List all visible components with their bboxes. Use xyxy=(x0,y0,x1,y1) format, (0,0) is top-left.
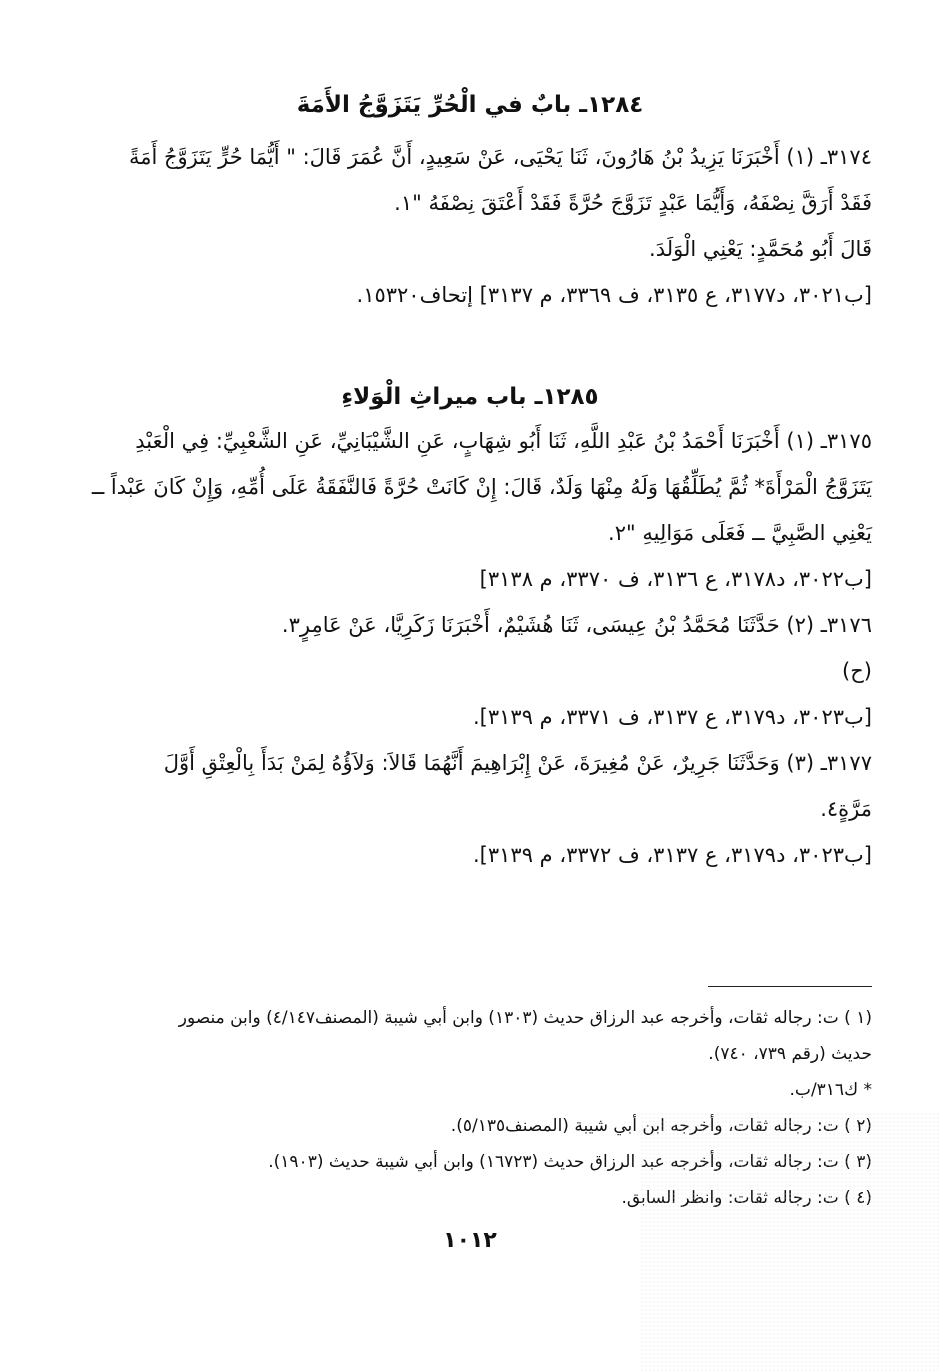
hadith-3174 xyxy=(66,134,872,318)
hadith-3176-line-1: ٣١٧٦ـ (٢) حَدَّثَنَا مُحَمَّدُ بْنُ عِيسَى، ثَنَا هُشَيْمٌ، أَخْبَرَنَا زَكَرِيَّا، عَنْ عَامِرٍ٣. xyxy=(281,613,872,637)
hadith-3175 xyxy=(66,418,872,878)
hadith-3177-line-2: مَرَّةٍ٤. xyxy=(820,797,872,821)
page-number: ١٠١٢ xyxy=(443,1228,497,1253)
footnote-4: (٤ ) ت: رجاله ثقات: وانظر السابق. xyxy=(621,1188,872,1208)
footnote-1-line-1: (١ ) ت: رجاله ثقات، وأخرجه عبد الرزاق حديث (١٣٠٣) وابن أبي شيبة (المصنف٤/١٤٧) وابن منصور xyxy=(178,1008,872,1028)
footnote-2: (٢ ) ت: رجاله ثقات، وأخرجه ابن أبي شيبة (المصنف٥/١٣٥). xyxy=(450,1116,872,1136)
cross-references-3174: [ب٣٠٢١، د٣١٧٧، ع ٣١٣٥، ف ٣٣٦٩، م ٣١٣٧] إتحاف١٥٣٢٠. xyxy=(356,283,872,307)
cross-references-3175: [ب٣٠٢٢، د٣١٧٨، ع ٣١٣٦، ف ٣٣٧٠، م ٣١٣٨] xyxy=(479,567,872,591)
hadith-3174-line-2: فَقَدْ أَرَقَّ نِصْفَهُ، وَأَيُّمَا عَبْدٍ تَزَوَّجَ حُرَّةً فَقَدْ أَعْتَقَ نِصْفَهُ "١. xyxy=(394,191,872,215)
footnote-star: * ك٣١٦/ب. xyxy=(789,1080,872,1100)
chapter-heading-1284: ١٢٨٤ـ بابٌ في الْحُرِّ يَتَزَوَّجُ الأَمَةَ xyxy=(296,92,644,118)
hadith-3175-line-2: يَتَزَوَّجُ الْمَرْأَةَ* ثُمَّ يُطَلِّقُهَا وَلَهُ مِنْهَا وَلَدٌ، قَالَ: إِنْ كَانَتْ حُرَّةً فَالنَّفَقَةُ عَلَى أُمِّهِ، وَإِنْ كَانَ عَبْداً ــ xyxy=(91,475,872,499)
editor-comment: قَالَ أَبُو مُحَمَّدٍ: يَعْنِي الْوَلَدَ. xyxy=(649,237,872,261)
footnotes xyxy=(66,1000,872,1216)
cross-references-3176: [ب٣٠٢٣، د٣١٧٩، ع ٣١٣٧، ف ٣٣٧١، م ٣١٣٩]. xyxy=(473,705,872,729)
hadith-3174-line-1: ٣١٧٤ـ (١) أَخْبَرَنَا يَزِيدُ بْنُ هَارُونَ، ثَنَا يَحْيَى، عَنْ سَعِيدٍ، أَنَّ عُمَرَ قَالَ: " أَيُّمَا حُرٍّ يَتَزَوَّجُ أَمَةً xyxy=(128,145,872,169)
hadith-3176-line-2: (ح) xyxy=(842,659,872,683)
footnote-1-line-2: حديث (رقم ٧٣٩، ٧٤٠). xyxy=(708,1044,872,1064)
footnote-3: (٣ ) ت: رجاله ثقات، وأخرجه عبد الرزاق حديث (١٦٧٢٣) وابن أبي شيبة حديث (١٩٠٣). xyxy=(268,1152,872,1172)
hadith-3177-line-1: ٣١٧٧ـ (٣) وَحَدَّثَنَا جَرِيرٌ، عَنْ مُغِيرَةَ، عَنْ إِبْرَاهِيمَ أَنَّهُمَا قَالاَ: وَلاَؤُهُ لِمَنْ بَدَأَ بِالْعِتْقِ أَوَّلَ xyxy=(163,751,872,775)
hadith-3175-line-3: يَعْنِي الصَّبِيَّ ــ فَعَلَى مَوَالِيهِ "٢. xyxy=(608,521,872,545)
footnote-separator xyxy=(708,986,872,987)
chapter-heading-1285: ١٢٨٥ـ باب ميراثِ الْوَلاءِ xyxy=(341,384,599,410)
cross-references-3177: [ب٣٠٢٣، د٣١٧٩، ع ٣١٣٧، ف ٣٣٧٢، م ٣١٣٩]. xyxy=(473,843,872,867)
hadith-3175-line-1: ٣١٧٥ـ (١) أَخْبَرَنَا أَحْمَدُ بْنُ عَبْدِ اللَّهِ، ثَنَا أَبُو شِهَابٍ، عَنِ الشَّيْبَانِيِّ، عَنِ الشَّعْبِيِّ: فِي الْعَبْدِ xyxy=(135,429,872,453)
